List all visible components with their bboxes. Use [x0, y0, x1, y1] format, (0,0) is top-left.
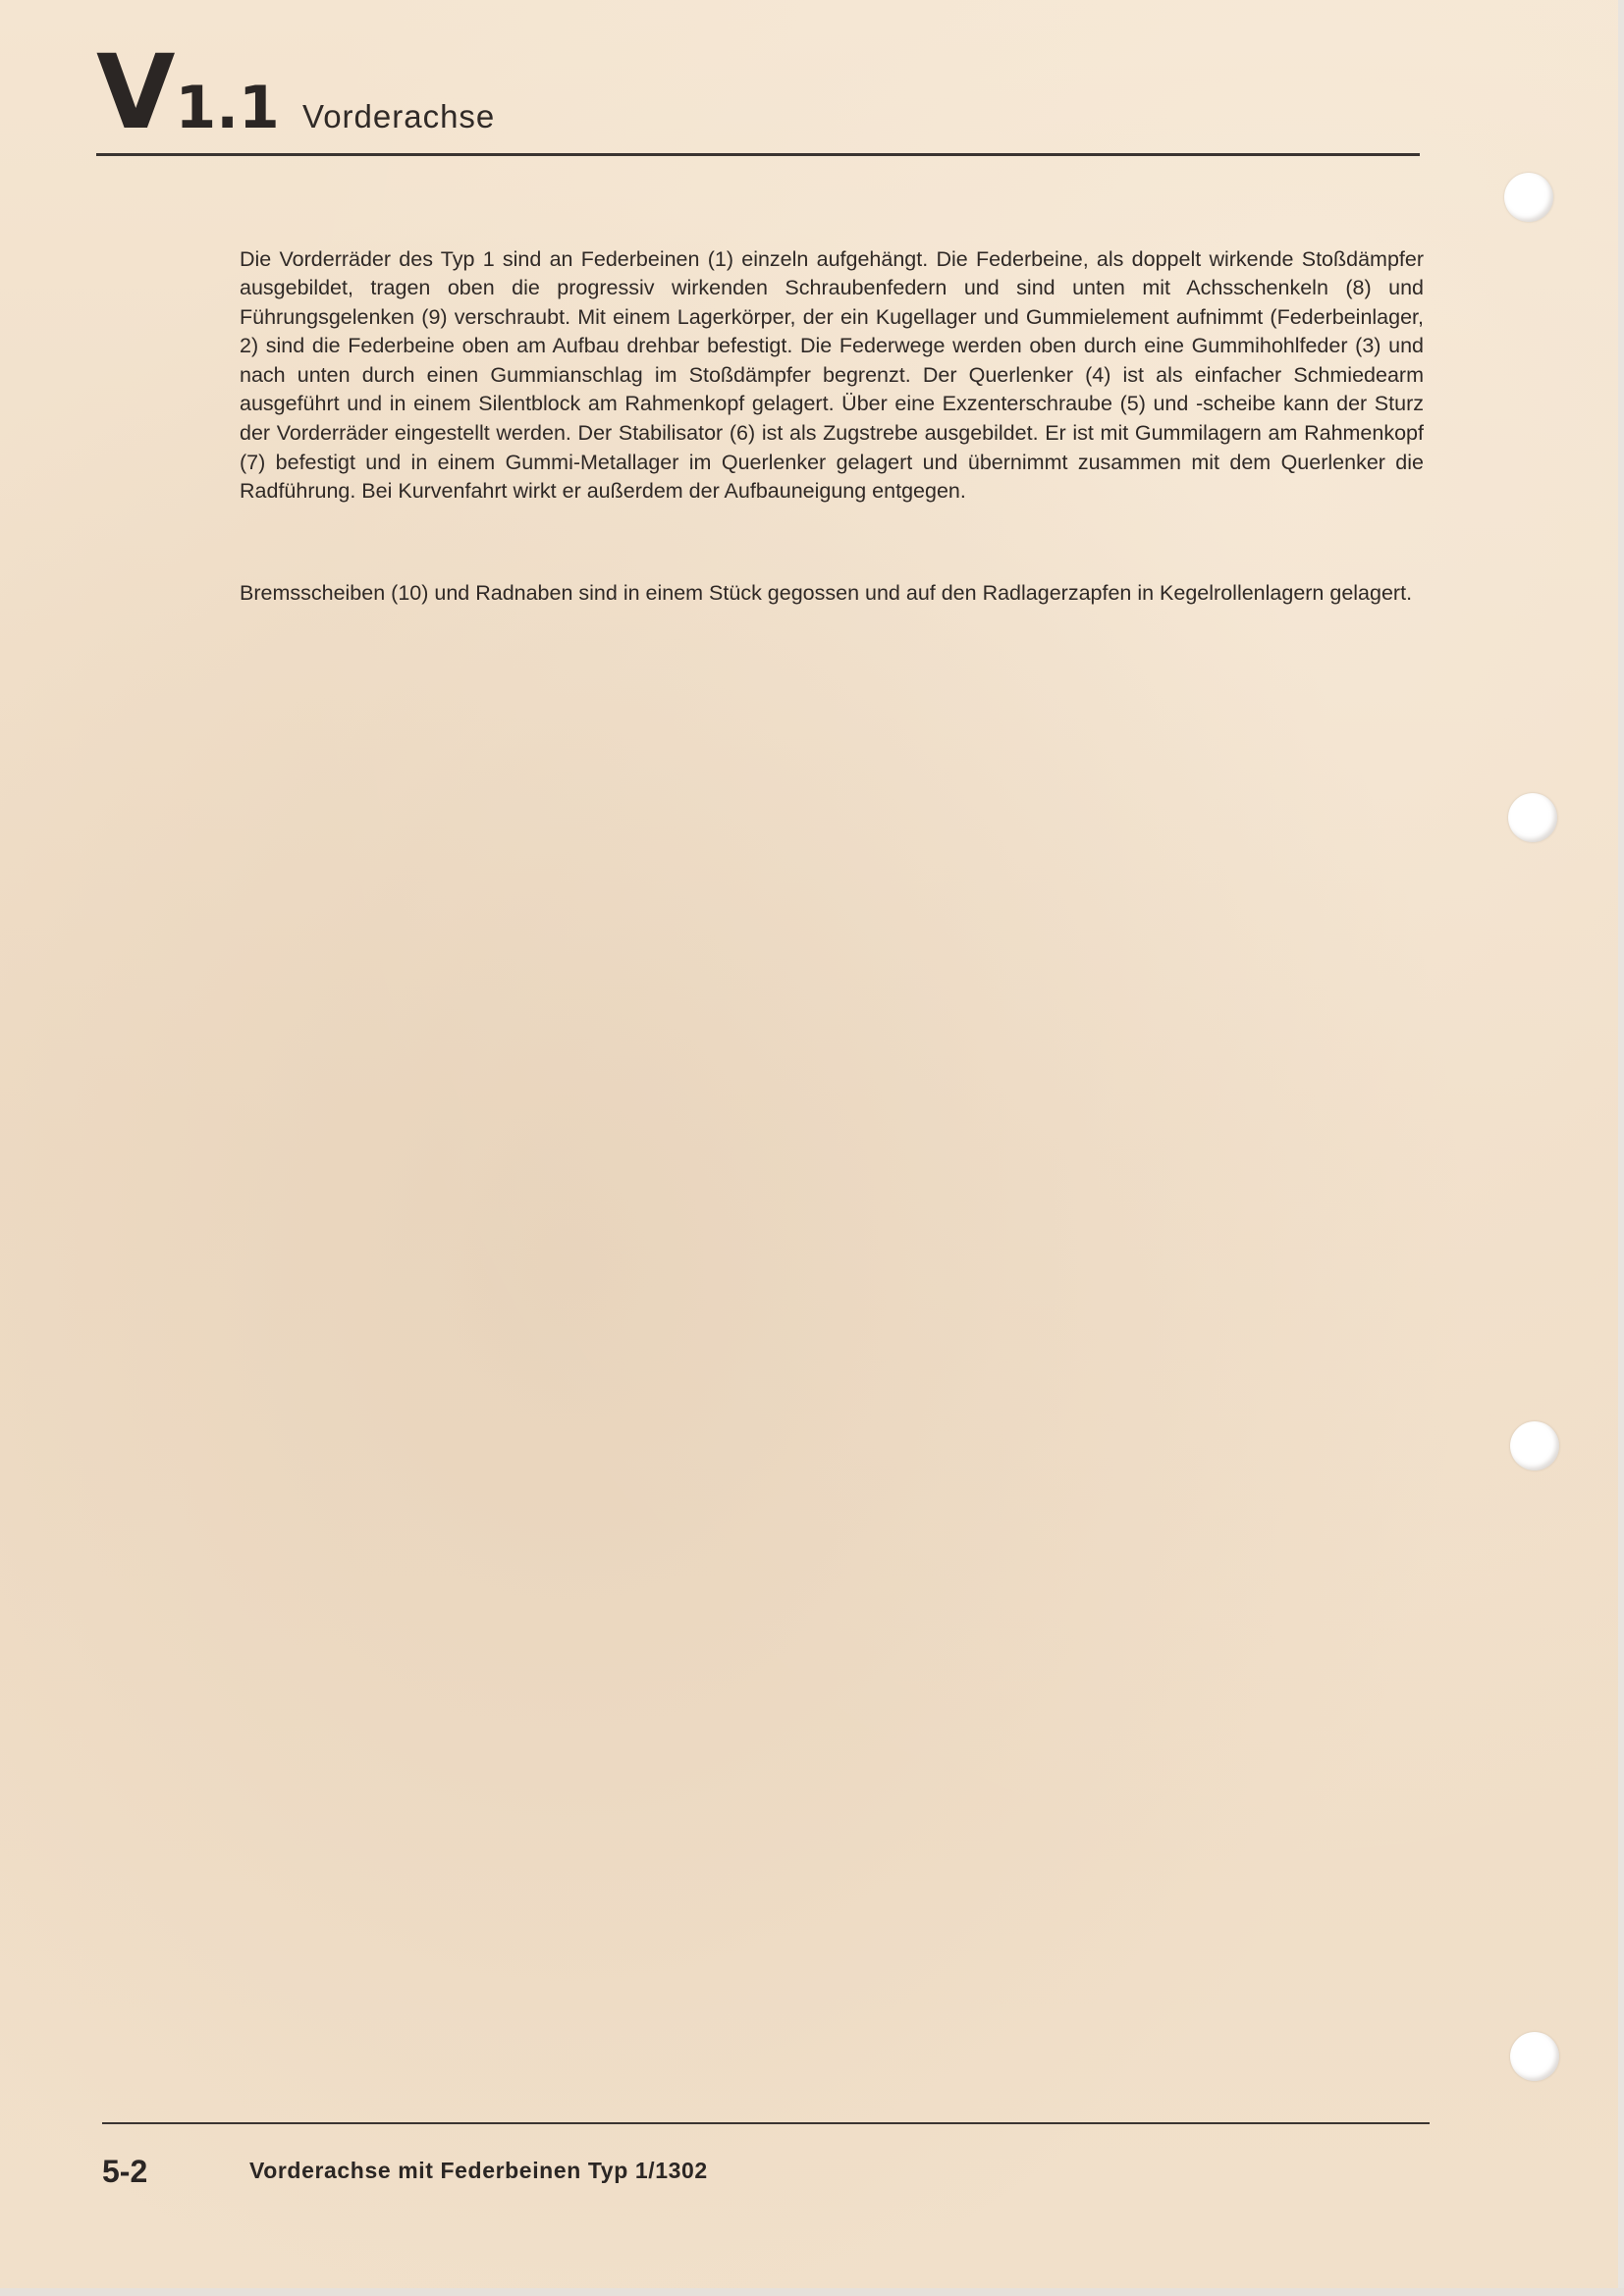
page-edge	[0, 2288, 1624, 2296]
page-edge	[1618, 0, 1624, 2296]
section-title: Vorderachse	[302, 98, 496, 134]
punch-hole	[1510, 2032, 1559, 2081]
punch-hole	[1504, 173, 1553, 222]
punch-hole	[1508, 793, 1557, 842]
header-divider	[96, 153, 1420, 156]
section-letter: V	[96, 32, 174, 152]
footer-divider	[102, 2122, 1430, 2124]
punch-hole	[1510, 1421, 1559, 1470]
page-number: 5-2	[102, 2154, 148, 2189]
footer-title: Vorderachse mit Federbeinen Typ 1/1302	[249, 2158, 708, 2183]
section-code	[96, 32, 280, 152]
body-paragraph: Die Vorderräder des Typ 1 sind an Federbeinen (1) einzeln aufgehängt. Die Federbeine, als doppelt wirkende Stoßdämpfer ausgebildet, tragen oben die progressiv wirkenden Schraubenfedern und sind unten mit Achsschenkeln (8) und Führungsgelenken (9) verschraubt. Mit einem Lagerkörper, der ein Kugellager und Gummielement aufnimmt (Federbeinlager, 2) sind die Federbeine oben am Aufbau drehbar befestigt. Die Federwege werden oben durch eine Gummihohlfeder (3) und nach unten durch einen Gummianschlag im Stoßdämpfer begrenzt. Der Querlenker (4) ist als einfacher Schmiedearm ausgeführt und in einem Silentblock am Rahmenkopf gelagert. Über eine Exzenterschraube (5) und -scheibe kann der Sturz der Vorderräder eingestellt werden. Der Stabilisator (6) ist als Zugstrebe ausgebildet. Er ist mit Gummilagern am Rahmenkopf (7) befestigt und in einem Gummi-Metallager im Querlenker gelagert und übernimmt zusammen mit dem Querlenker die Radführung. Bei Kurvenfahrt wirkt er außerdem der Aufbauneigung entgegen.	[240, 246, 1424, 504]
section-number: 1.1	[175, 74, 280, 142]
body-paragraph: Bremsscheiben (10) und Radnaben sind in einem Stück gegossen und auf den Radlagerzapfen in Kegelrollenlagern gelagert.	[240, 580, 1413, 605]
